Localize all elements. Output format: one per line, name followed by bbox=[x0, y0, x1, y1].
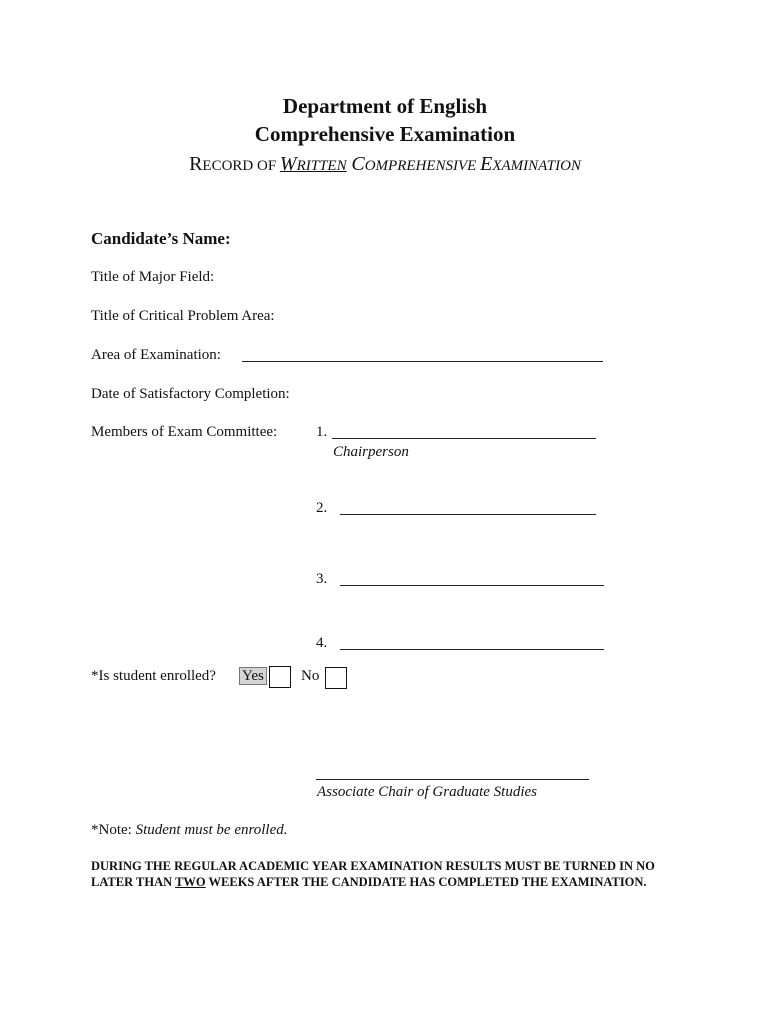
deadline-notice: DURING THE REGULAR ACADEMIC YEAR EXAMINATION RESULTS MUST BE TURNED IN NO LATER THAN TWO WEEKS AFTER THE CANDIDATE HAS COMPLETED THE EXAMINATION. bbox=[91, 859, 655, 889]
chairperson-caption: Chairperson bbox=[333, 444, 409, 460]
member-2-line[interactable] bbox=[340, 514, 596, 515]
associate-chair-signature-line[interactable] bbox=[316, 779, 589, 780]
enrollment-note: *Note: Student must be enrolled. bbox=[91, 822, 288, 838]
member-1-number: 1. bbox=[316, 424, 328, 440]
department-title: Department of English bbox=[282, 94, 488, 118]
critical-problem-label: Title of Critical Problem Area: bbox=[91, 308, 275, 324]
member-4-number: 4. bbox=[316, 635, 328, 651]
completion-date-label: Date of Satisfactory Completion: bbox=[91, 386, 290, 402]
area-of-exam-line[interactable] bbox=[242, 361, 603, 362]
member-4-line[interactable] bbox=[340, 649, 604, 650]
yes-checkbox[interactable] bbox=[269, 666, 291, 688]
enrolled-question: *Is student enrolled? bbox=[91, 668, 216, 684]
area-of-exam-label: Area of Examination: bbox=[91, 347, 221, 363]
no-checkbox[interactable] bbox=[325, 667, 347, 689]
member-2-number: 2. bbox=[316, 500, 328, 516]
yes-label: Yes bbox=[239, 668, 267, 685]
candidate-name-label: Candidate’s Name: bbox=[91, 229, 231, 248]
major-field-label: Title of Major Field: bbox=[91, 269, 215, 285]
associate-chair-caption: Associate Chair of Graduate Studies bbox=[317, 784, 537, 800]
no-label: No bbox=[301, 668, 320, 684]
record-subtitle: RECORD OF WRITTEN COMPREHENSIVE EXAMINATION bbox=[189, 153, 581, 175]
member-1-line[interactable] bbox=[332, 438, 596, 439]
exam-title: Comprehensive Examination bbox=[254, 122, 516, 146]
member-3-line[interactable] bbox=[340, 585, 604, 586]
committee-label: Members of Exam Committee: bbox=[91, 424, 278, 440]
member-3-number: 3. bbox=[316, 571, 328, 587]
